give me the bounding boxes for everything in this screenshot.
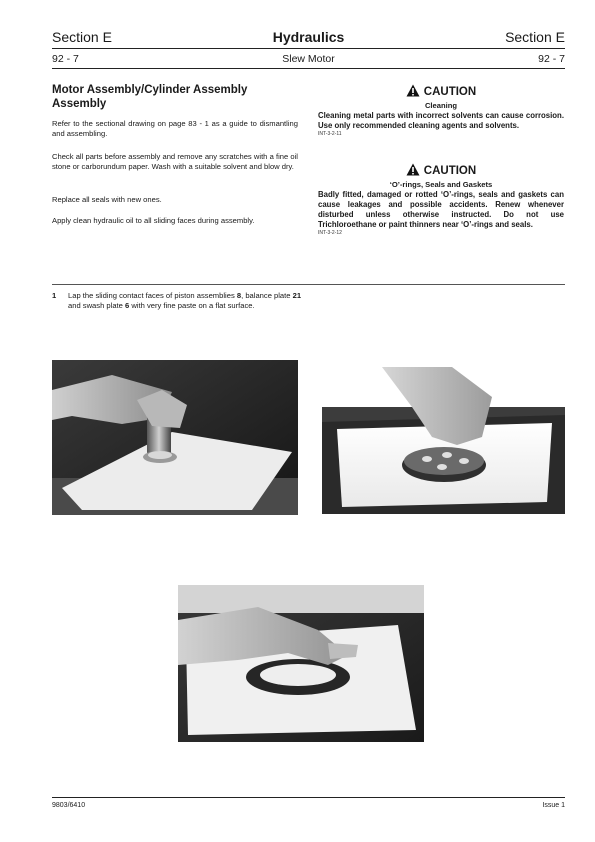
photo-lapping-swash-plate bbox=[178, 585, 424, 742]
caution-code: INT-3-2-11 bbox=[318, 131, 342, 137]
photo-lapping-balance-plate bbox=[322, 367, 565, 514]
warning-triangle-icon bbox=[406, 163, 420, 180]
part-ref-6: 6 bbox=[125, 301, 130, 310]
caution-cleaning bbox=[318, 84, 564, 138]
caution-subheading: Cleaning bbox=[424, 101, 458, 110]
header-section-left: Section E bbox=[52, 29, 112, 45]
header-page-left: 92 - 7 bbox=[52, 53, 79, 65]
caution-heading-text: CAUTION bbox=[423, 86, 477, 98]
caution-body: Badly fitted, damaged or rotted ‘O’-rings, seals and gaskets can cause leakages and possible accidents. Renew whenever disturbed unless otherwise instructed. Do not use Trichloroethane or paint thinners near ‘O’-rings and seals. bbox=[318, 190, 564, 229]
step-1 bbox=[52, 291, 302, 311]
paragraph-replace-seals: Replace all seals with new ones. bbox=[52, 195, 162, 204]
section-divider bbox=[52, 284, 565, 285]
step-text: Lap the sliding contact faces of piston assemblies 8, balance plate 21 and swash plate 6 with very fine paste on a flat surface. bbox=[68, 291, 302, 310]
header-rule-top bbox=[52, 48, 565, 49]
footer-rule bbox=[52, 797, 565, 798]
caution-heading-text: CAUTION bbox=[423, 165, 477, 177]
part-ref-8: 8 bbox=[236, 291, 242, 300]
caution-seals bbox=[318, 163, 564, 237]
caution-code: INT-3-2-12 bbox=[318, 230, 342, 236]
paragraph-check-parts: Check all parts before assembly and remove any scratches with a fine oil stone or carborundum paper. Wash with a suitable solvent and blow dry. bbox=[52, 152, 298, 171]
header-rule-bottom bbox=[52, 68, 565, 69]
header-title: Hydraulics bbox=[272, 29, 345, 45]
footer-doc-number: 9803/6410 bbox=[52, 802, 86, 809]
header-section-right: Section E bbox=[505, 29, 565, 45]
section-title: Motor Assembly/Cylinder Assembly Assembly bbox=[52, 84, 248, 110]
step-number: 1 bbox=[52, 291, 57, 300]
photo-lapping-piston bbox=[52, 360, 298, 515]
header-subtitle: Slew Motor bbox=[282, 53, 335, 65]
warning-triangle-icon bbox=[406, 84, 420, 101]
caution-heading bbox=[318, 84, 564, 101]
caution-body: Cleaning metal parts with incorrect solvents can cause corrosion. Use only recommended cleaning agents and solvents. bbox=[318, 111, 564, 130]
part-ref-21: 21 bbox=[292, 291, 302, 300]
header-page-right: 92 - 7 bbox=[538, 53, 565, 65]
footer-issue: Issue 1 bbox=[542, 802, 565, 809]
paragraph-apply-oil: Apply clean hydraulic oil to all sliding faces during assembly. bbox=[52, 216, 255, 225]
caution-subheading: ‘O’-rings, Seals and Gaskets bbox=[389, 180, 493, 189]
paragraph-reference: Refer to the sectional drawing on page 83 - 1 as a guide to dismantling and assembling. bbox=[52, 119, 298, 138]
caution-heading bbox=[318, 163, 564, 180]
